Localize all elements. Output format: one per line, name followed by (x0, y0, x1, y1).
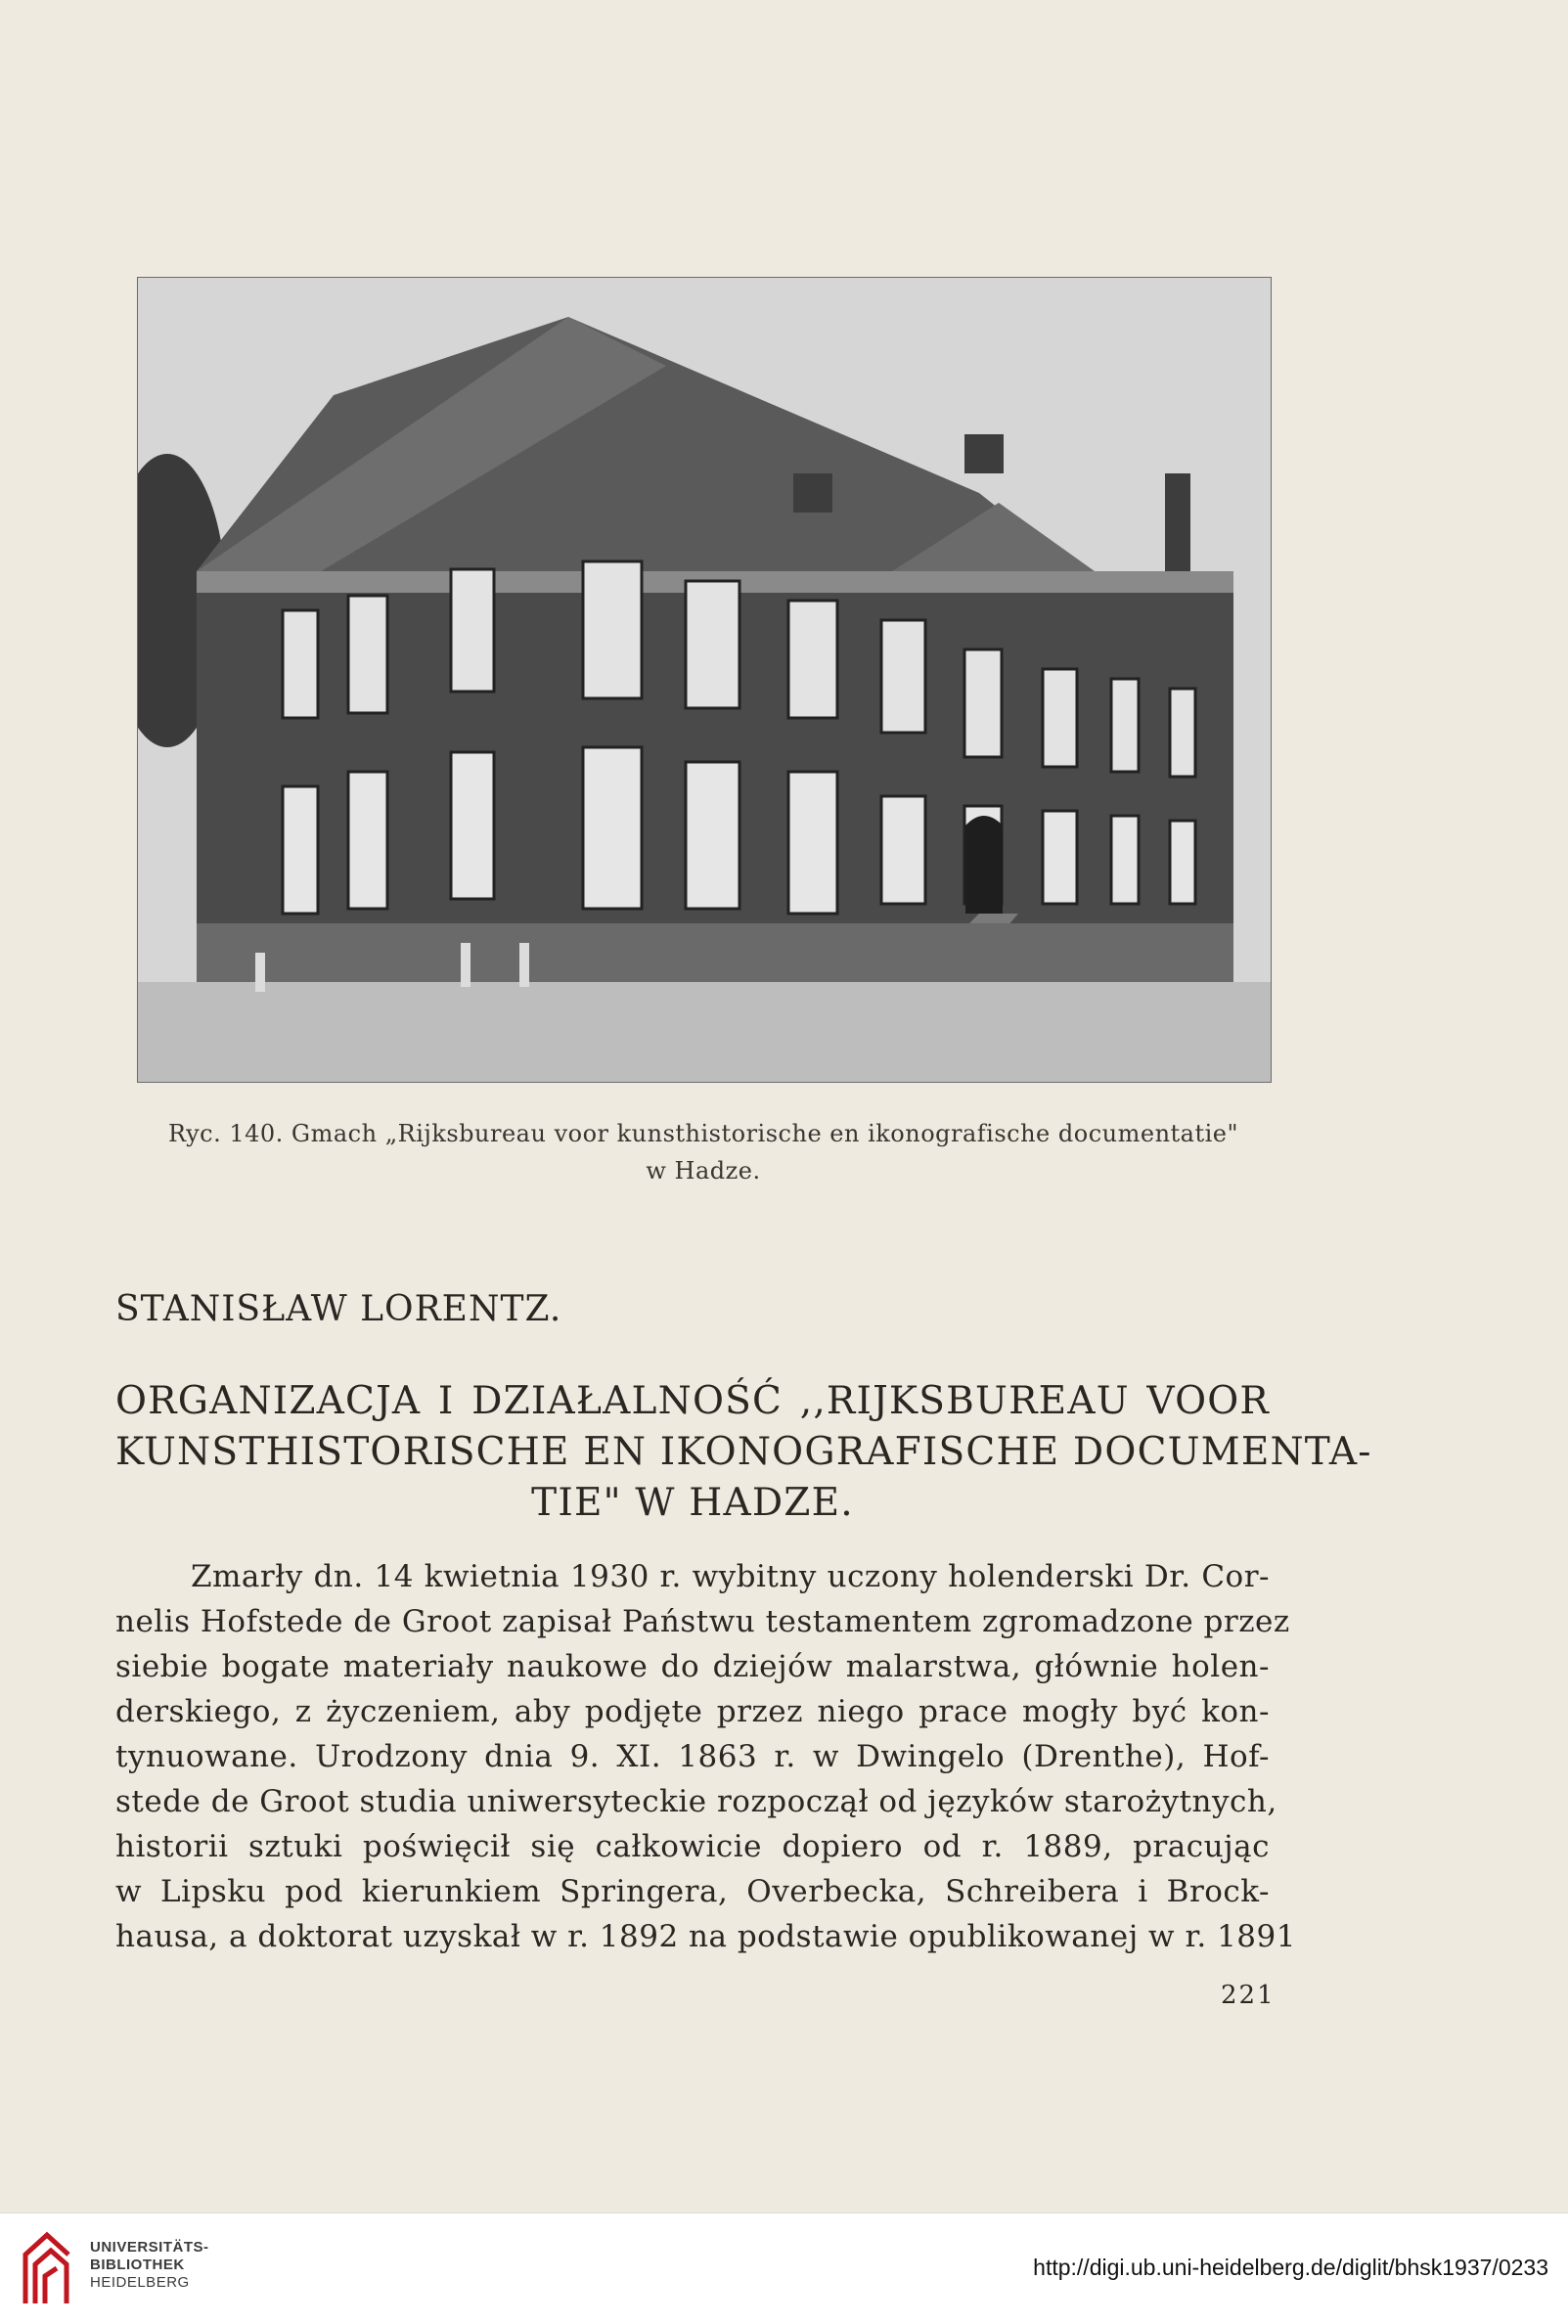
body-line-3: siebie bogate materiały naukowe do dziejów malarstwa, głównie holen- (115, 1649, 1270, 1684)
body-line-1: Zmarły dn. 14 kwietnia 1930 r. wybitny uczony holenderski Dr. Cor- (191, 1559, 1270, 1594)
building-photo-drawing (138, 278, 1271, 1082)
library-name-line-2: BIBLIOTHEK (90, 2257, 185, 2273)
figure-caption-line-1: Ryc. 140. Gmach „Rijksbureau voor kunsthistorische en ikonografische documentatie" (167, 1120, 1239, 1147)
article-author: STANISŁAW LORENTZ. (115, 1289, 562, 1329)
body-line-4: derskiego, z życzeniem, aby podjęte przez niego prace mogły być kon- (115, 1694, 1270, 1729)
article-title-line-2: KUNSTHISTORISCHE EN IKONOGRAFISCHE DOCUMENTA- (115, 1430, 1372, 1474)
library-footer (0, 2212, 1568, 2324)
body-line-5: tynuowane. Urodzony dnia 9. XI. 1863 r. w Dwingelo (Drenthe), Hof- (115, 1739, 1270, 1774)
figure-caption-line-2: w Hadze. (646, 1157, 761, 1184)
body-line-9: hausa, a doktorat uzyskał w r. 1892 na podstawie opublikowanej w r. 1891 (115, 1919, 1296, 1954)
library-name-line-1: UNIVERSITÄTS- (90, 2239, 209, 2256)
body-line-7: historii sztuki poświęcił się całkowicie dopiero od r. 1889, pracując (115, 1829, 1270, 1864)
heidelberg-library-logo-icon[interactable] (18, 2225, 78, 2311)
library-name-line-3: HEIDELBERG (90, 2274, 190, 2291)
page-number: 221 (1221, 1981, 1276, 2010)
library-name (90, 2239, 209, 2292)
logo-strokes (25, 2235, 68, 2303)
article-title-line-1: ORGANIZACJA I DZIAŁALNOŚĆ ,,RIJKSBUREAU VOOR (115, 1379, 1270, 1423)
source-url-link[interactable]: http://digi.ub.uni-heidelberg.de/diglit/bhsk1937/0233 (1033, 2255, 1548, 2280)
body-line-2: nelis Hofstede de Groot zapisał Państwu testamentem zgromadzone przez (115, 1604, 1290, 1639)
building-photograph (137, 277, 1272, 1083)
body-line-6: stede de Groot studia uniwersyteckie rozpoczął od języków starożytnych, (115, 1784, 1277, 1819)
article-title-line-3: TIE" W HADZE. (531, 1481, 854, 1525)
body-line-8: w Lipsku pod kierunkiem Springera, Overbecka, Schreibera i Brock- (115, 1874, 1270, 1909)
